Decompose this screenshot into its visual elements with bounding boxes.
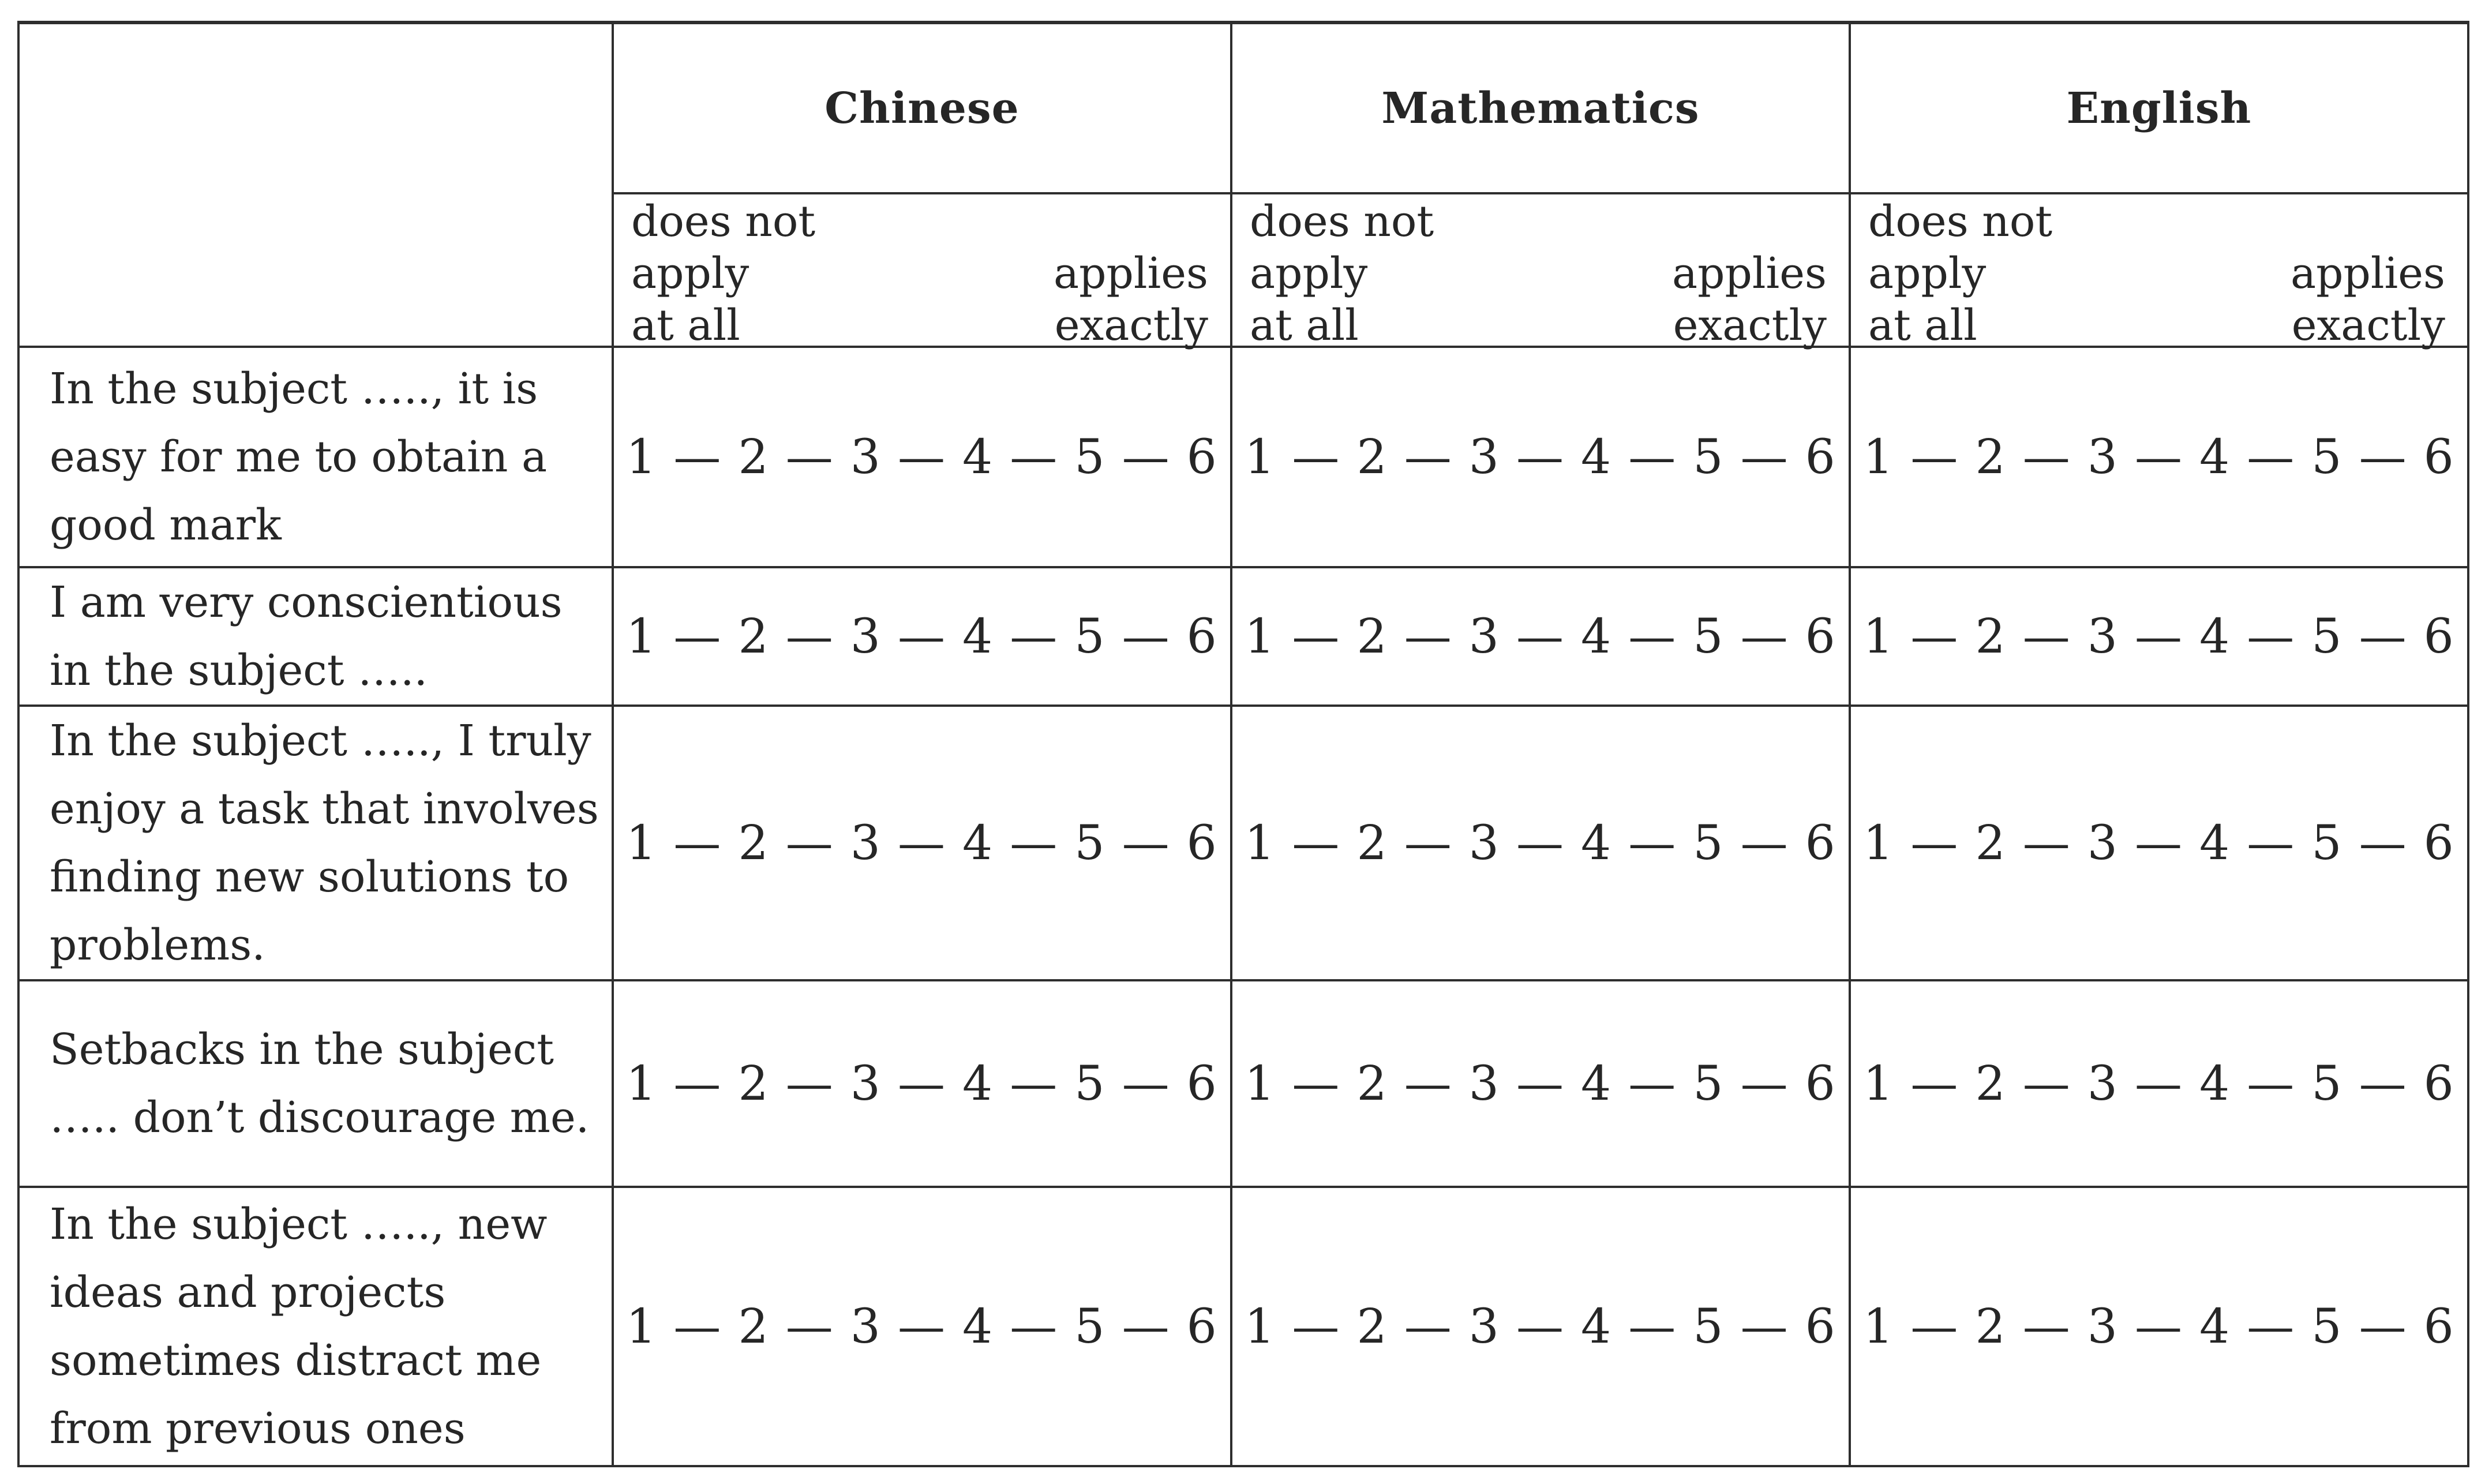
rating-scale-chinese[interactable]: 1 — 2 — 3 — 4 — 5 — 6: [613, 567, 1231, 706]
question-row: [18, 706, 2468, 980]
rating-scale-mathematics[interactable]: 1 — 2 — 3 — 4 — 5 — 6: [1231, 567, 1850, 706]
question-text: I am very conscientious in the subject …..: [18, 567, 613, 706]
question-row: [18, 567, 2468, 706]
blank-corner-cell: [18, 23, 613, 347]
scale-anchors-english: [1850, 193, 2468, 350]
subject-header-chinese: Chinese: [613, 23, 1231, 193]
rating-scale-mathematics[interactable]: 1 — 2 — 3 — 4 — 5 — 6: [1231, 706, 1850, 980]
question-text: In the subject ….., I truly enjoy a task that involves finding new solutions to problems.: [18, 706, 613, 980]
subject-header-mathematics: Mathematics: [1231, 23, 1850, 193]
question-row: [18, 1187, 2468, 1466]
rating-scale-chinese[interactable]: 1 — 2 — 3 — 4 — 5 — 6: [613, 1187, 1231, 1466]
rating-scale-mathematics[interactable]: 1 — 2 — 3 — 4 — 5 — 6: [1231, 347, 1850, 567]
anchor-low-label: does not apply at all: [1250, 197, 1434, 350]
anchor-high-label: applies exactly: [1054, 249, 1208, 350]
question-text: Setbacks in the subject ….. don’t discourage me.: [18, 980, 613, 1187]
rating-scale-chinese[interactable]: 1 — 2 — 3 — 4 — 5 — 6: [613, 706, 1231, 980]
question-row: [18, 980, 2468, 1187]
rating-scale-english[interactable]: 1 — 2 — 3 — 4 — 5 — 6: [1850, 706, 2468, 980]
scale-anchors-chinese: [613, 193, 1231, 350]
anchor-high-label: applies exactly: [1672, 249, 1827, 350]
question-row: [18, 347, 2468, 567]
anchor-low-label: does not apply at all: [631, 197, 816, 350]
question-text: In the subject ….., it is easy for me to obtain a good mark: [18, 347, 613, 567]
scale-anchors-mathematics: [1231, 193, 1850, 350]
rating-scale-chinese[interactable]: 1 — 2 — 3 — 4 — 5 — 6: [613, 980, 1231, 1187]
rating-scale-english[interactable]: 1 — 2 — 3 — 4 — 5 — 6: [1850, 567, 2468, 706]
rating-scale-english[interactable]: 1 — 2 — 3 — 4 — 5 — 6: [1850, 1187, 2468, 1466]
anchor-low-label: does not apply at all: [1868, 197, 2053, 350]
rating-scale-english[interactable]: 1 — 2 — 3 — 4 — 5 — 6: [1850, 347, 2468, 567]
rating-scale-english[interactable]: 1 — 2 — 3 — 4 — 5 — 6: [1850, 980, 2468, 1187]
rating-scale-chinese[interactable]: 1 — 2 — 3 — 4 — 5 — 6: [613, 347, 1231, 567]
rating-scale-mathematics[interactable]: 1 — 2 — 3 — 4 — 5 — 6: [1231, 1187, 1850, 1466]
rating-scale-mathematics[interactable]: 1 — 2 — 3 — 4 — 5 — 6: [1231, 980, 1850, 1187]
question-text: In the subject ….., new ideas and projects sometimes distract me from previous ones: [18, 1187, 613, 1466]
subject-header-english: English: [1850, 23, 2468, 193]
rating-questionnaire-table: [17, 21, 2469, 1467]
anchor-high-label: applies exactly: [2291, 249, 2445, 350]
